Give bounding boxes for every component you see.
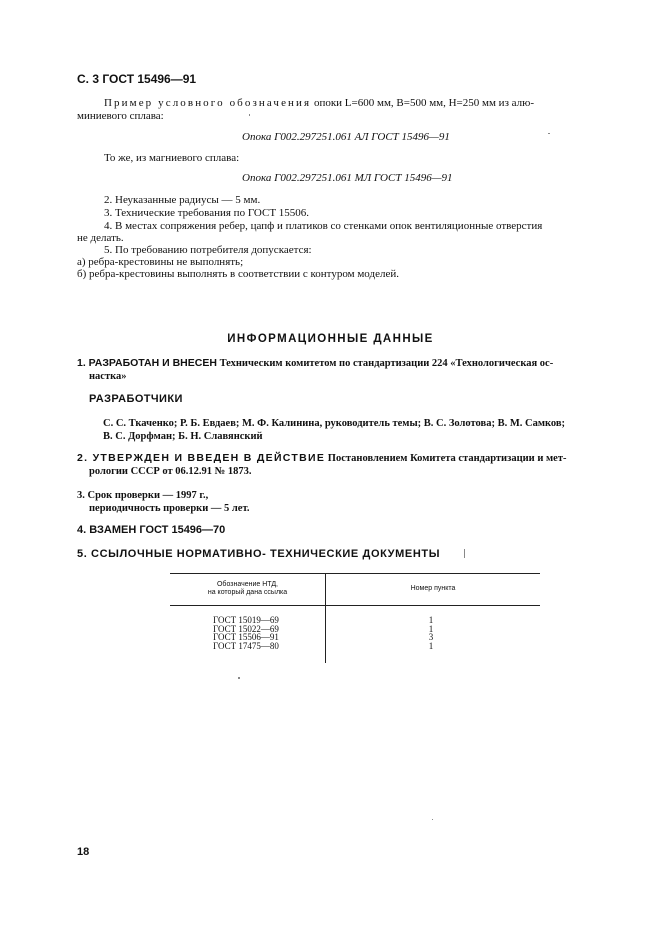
page-number: 18	[77, 846, 90, 858]
clause-2: 2. Неуказанные радиусы — 5 мм.	[104, 194, 261, 206]
clause-5a: а) ребра-крестовины не выполнять;	[77, 256, 244, 268]
table-col-docs	[213, 616, 279, 650]
example-intro	[104, 97, 534, 110]
table-cell-doc: ГОСТ 15019—69	[213, 615, 279, 625]
developers-line-1: С. С. Ткаченко; Р. Б. Евдаев; М. Ф. Калинина, руководитель темы; В. С. Золотова; В. М. Самков;	[103, 418, 566, 429]
table-top-border	[170, 573, 540, 574]
clause-5: 5. По требованию потребителя допускается:	[104, 244, 312, 256]
info-item-1	[77, 357, 553, 370]
scan-speck	[464, 549, 465, 558]
table-cell-item: 1	[428, 640, 434, 651]
clause-4: 4. В местах сопряжения ребер, цапф и платиков со стенками опок вентиляционные отверстия	[104, 220, 543, 232]
designation-al: Опока Г002.297251.061 АЛ ГОСТ 15496—91	[242, 131, 450, 143]
scan-speck	[249, 114, 250, 116]
info-item-2	[77, 452, 567, 465]
clause-4-cont: не делать.	[77, 232, 124, 244]
table-cell-doc: ГОСТ 15022—69	[213, 623, 279, 634]
scan-speck	[548, 133, 550, 134]
table-header-doc-line2: на который дана ссылка	[207, 589, 288, 596]
info-item-3: 3. Срок проверки — 1997 г.,	[77, 490, 209, 501]
table-cell-item: 1	[428, 615, 434, 625]
info-item-5: 5. ССЫЛОЧНЫЕ НОРМАТИВНО- ТЕХНИЧЕСКИЕ ДОКУМЕНТЫ	[77, 548, 441, 560]
info-item-2-text: Постановлением Комитета стандартизации и мет-	[327, 453, 567, 464]
info-item-3-cont: периодичность проверки — 5 лет.	[89, 503, 250, 514]
clause-5b: б) ребра-крестовины выполнять в соответствии с контуром моделей.	[77, 268, 399, 280]
designation-ml: Опока Г002.297251.061 МЛ ГОСТ 15496—91	[242, 172, 453, 184]
info-item-2-head: 2. УТВЕРЖДЕН И ВВЕДЕН В ДЕЙСТВИЕ	[77, 452, 326, 464]
example-intro-rest: опоки L=600 мм, B=500 мм, H=250 мм из алю-	[313, 97, 535, 109]
scan-speck	[238, 677, 240, 679]
info-item-2-cont: рологии СССР от 06.12.91 № 1873.	[89, 466, 252, 477]
info-item-1-cont: настка»	[89, 371, 127, 382]
table-cell-doc: ГОСТ 15506—91	[213, 632, 279, 642]
table-cell-item: 1	[428, 623, 434, 634]
table-header-border	[170, 605, 540, 606]
page-header: С. 3 ГОСТ 15496—91	[77, 72, 197, 86]
info-item-4: 4. ВЗАМЕН ГОСТ 15496—70	[77, 524, 226, 536]
example-intro-line2: миниевого сплава:	[77, 110, 164, 122]
table-header-doc	[170, 581, 325, 597]
info-item-1-head: 1. РАЗРАБОТАН И ВНЕСЕН	[77, 357, 217, 369]
info-title: ИНФОРМАЦИОННЫЕ ДАННЫЕ	[227, 333, 434, 345]
table-col-items	[426, 616, 436, 650]
table-header-item: Номер пункта	[410, 585, 456, 592]
clause-3: 3. Технические требования по ГОСТ 15506.	[104, 207, 310, 219]
scan-speck	[432, 819, 433, 820]
example-intro-spaced: Пример условного обозначения	[104, 97, 312, 109]
info-item-1-text: Техническим комитетом по стандартизации 224 «Технологическая ос-	[219, 358, 554, 369]
same-magnesium: То же, из магниевого сплава:	[104, 152, 240, 164]
developers-title: РАЗРАБОТЧИКИ	[89, 393, 183, 405]
table-header-doc-line1: Обозначение НТД,	[216, 581, 279, 588]
table-cell-item: 3	[428, 632, 434, 642]
developers-line-2: В. С. Дорфман; Б. Н. Славянский	[103, 431, 263, 442]
table-cell-doc: ГОСТ 17475—80	[213, 640, 279, 651]
